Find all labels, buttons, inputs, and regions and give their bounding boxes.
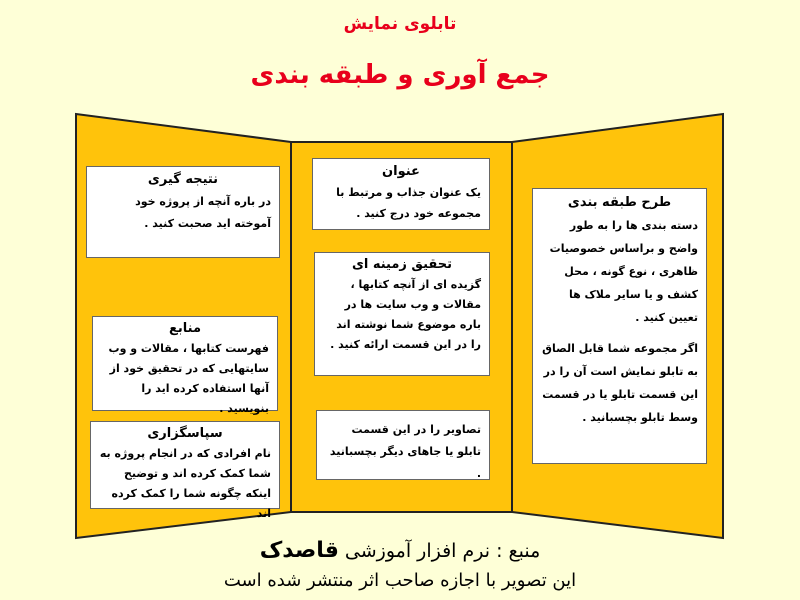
panel-thanks-text: نام افرادی که در انجام پروژه به شما کمک کرده اند و توضیح اینکه چگونه شما را کمک کرده اند — [99, 447, 271, 520]
panel-sources — [92, 316, 278, 415]
board-subtitle: تابلوی نمایش — [343, 14, 457, 34]
panel-headline — [312, 158, 490, 230]
panel-background-research-text: گزیده ای از آنچه کتابها ، مقالات و وب سایت ها در باره موضوع شما نوشته اند را در این قسمت ارائه کنید . — [330, 278, 481, 351]
panel-images-text: تصاویر را در این قسمت تابلو یا جاهای دیگر بچسبانید . — [329, 423, 481, 480]
panel-classification-plan-text-2: اگر مجموعه شما قابل الصاق به تابلو نمایش است آن را در این قسمت تابلو یا در قسمت وسط تابلو بچسبانید . — [542, 342, 698, 424]
source-credit-name: قاصدک — [259, 538, 339, 563]
source-credit-prefix: منبع : نرم افزار آموزشی — [344, 540, 541, 562]
panel-headline-text: یک عنوان جذاب و مرتبط با مجموعه خود درج کنید . — [336, 186, 481, 220]
panel-thanks-heading: سپاسگزاری — [147, 426, 223, 441]
panel-headline-heading: عنوان — [382, 164, 420, 179]
panel-classification-plan-heading: طرح طبقه بندی — [567, 195, 672, 210]
panel-background-research — [314, 252, 490, 376]
source-credit — [0, 538, 800, 563]
panel-background-research-heading: تحقیق زمینه ای — [351, 257, 453, 272]
panel-thanks — [90, 421, 280, 520]
panel-conclusion — [86, 166, 280, 258]
panel-conclusion-heading: نتیجه گیری — [147, 172, 219, 187]
panel-images — [316, 410, 490, 480]
panel-sources-text: فهرست کتابها ، مقالات و وب سایتهایی که در تحقیق خود از آنها استفاده کرده اید را بنویسید . — [108, 342, 269, 415]
panel-classification-plan-text-1: دسته بندی ها را به طور واضح و براساس خصوصیات ظاهری ، نوع گونه ، محل کشف و یا سایر ملاک ها تعیین کنید . — [549, 219, 698, 324]
board-title: جمع آوری و طبقه بندی — [250, 60, 550, 90]
panel-sources-heading: منابع — [169, 321, 201, 336]
permission-note: این تصویر با اجازه صاحب اثر منتشر شده است — [223, 570, 577, 591]
panel-classification-plan — [532, 188, 707, 464]
panel-conclusion-text: در باره آنچه از پروژه خود آموخته اید صحبت کنید . — [135, 195, 271, 230]
